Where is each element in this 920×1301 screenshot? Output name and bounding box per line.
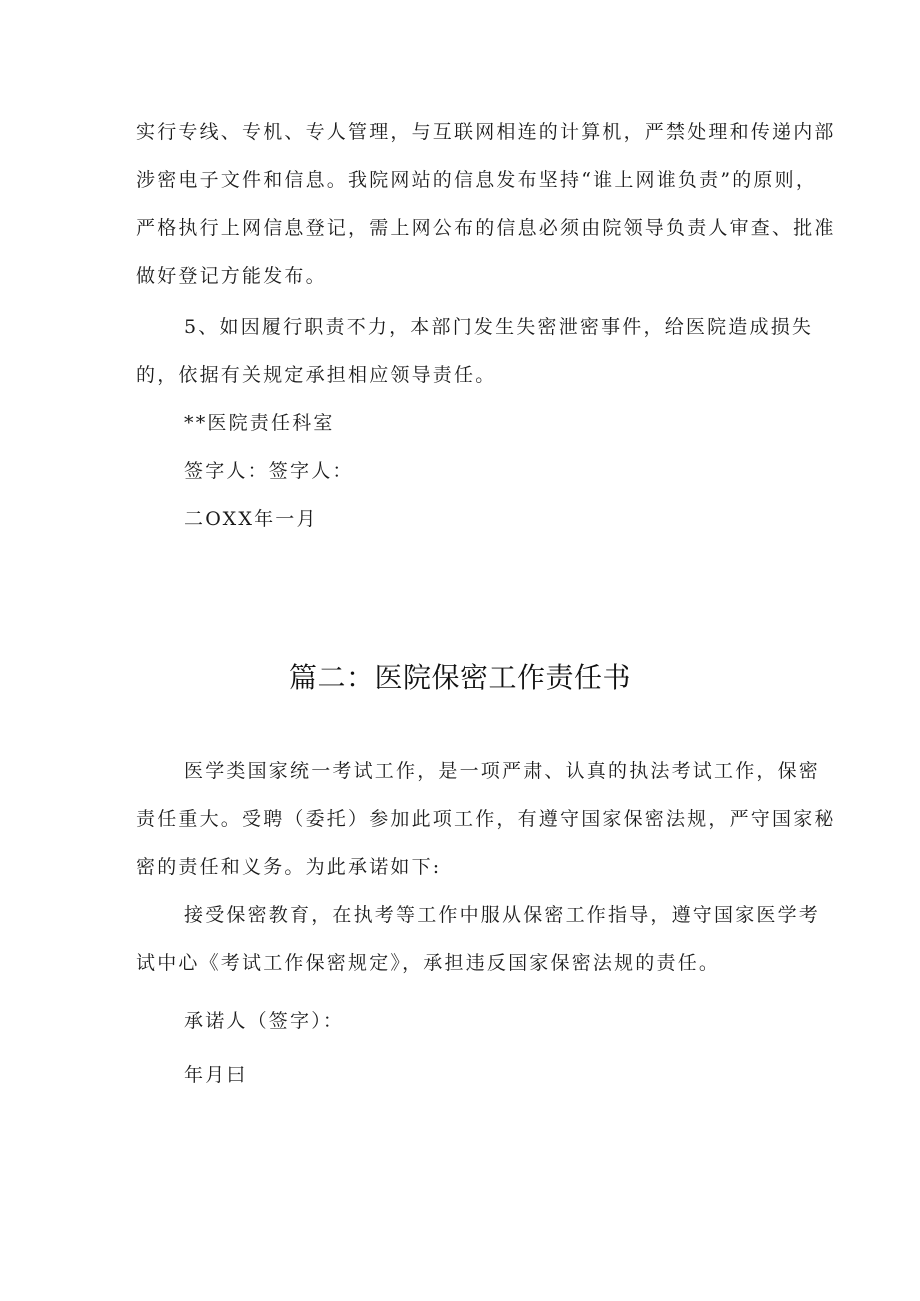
item-5-line: 的，依据有关规定承担相应领导责任。: [136, 364, 497, 386]
paragraph-line: 试中心《考试工作保密规定》，承担违反国家保密法规的责任。: [136, 952, 721, 974]
body-text-line: 严格执行上网信息登记，需上网公布的信息必须由院领导负责人审查、批准: [136, 217, 836, 239]
date-line: 二OXX年一月: [184, 508, 318, 530]
promiser-signature-line: 承诺人（签字）：: [184, 1010, 345, 1032]
body-text-line: 做好登记方能发布。: [136, 265, 327, 287]
section-title: 篇二：医院保密工作责任书: [288, 661, 631, 694]
paragraph-line: 密的责任和义务。为此承诺如下:: [136, 856, 442, 878]
item-5-line: 5、如因履行职责不力，本部门发生失密泄密事件，给医院造成损失: [184, 316, 814, 338]
date-line: 年月曰: [184, 1064, 248, 1086]
paragraph-line: 责任重大。受聘（委托）参加此项工作，有遵守国家保密法规，严守国家秘: [136, 808, 836, 830]
paragraph-line: 接受保密教育，在执考等工作中服从保密工作指导，遵守国家医学考: [184, 904, 821, 926]
signer-line: 签字人：签字人：: [184, 460, 354, 482]
body-text-line: 涉密电子文件和信息。我院网站的信息发布坚持“谁上网谁负责”的原则，: [136, 169, 818, 191]
department-name: **医院责任科室: [184, 412, 335, 434]
paragraph-line: 医学类国家统一考试工作，是一项严肃、认真的执法考试工作，保密: [184, 760, 821, 782]
body-text-line: 实行专线、专机、专人管理，与互联网相连的计算机，严禁处理和传递内部: [136, 121, 836, 143]
